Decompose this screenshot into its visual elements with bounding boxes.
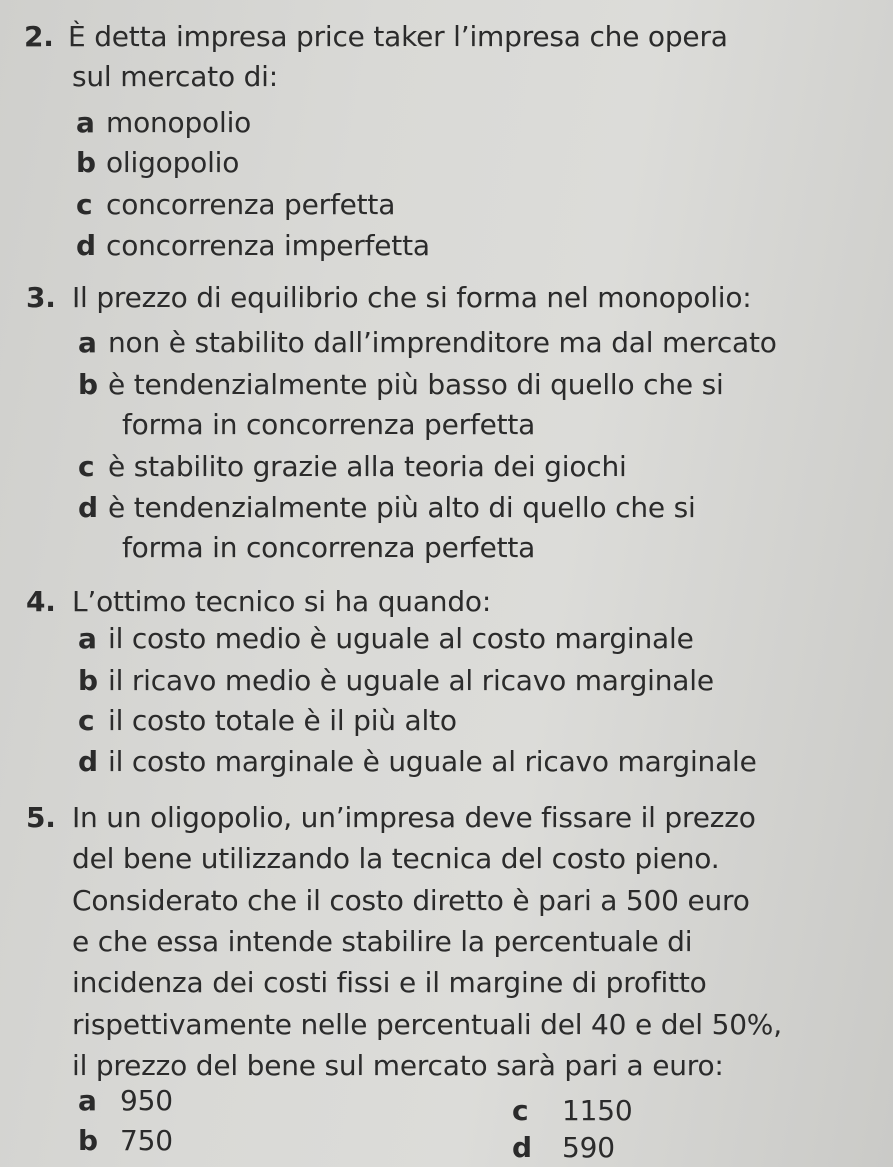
- question-3-text: Il prezzo di equilibrio che si forma nel monopolio:: [72, 281, 752, 314]
- question-5-text-line-4: e che essa intende stabilire la percentuale di: [72, 925, 693, 958]
- question-5-option-b: [78, 1124, 173, 1158]
- option-letter: d: [512, 1131, 532, 1164]
- option-text: il costo medio è uguale al costo marginale: [108, 622, 694, 655]
- option-letter: b: [78, 1124, 98, 1157]
- question-2-option-d: [76, 229, 430, 263]
- option-text: concorrenza imperfetta: [106, 229, 430, 262]
- option-text: è tendenzialmente più alto di quello che si: [108, 491, 696, 524]
- option-letter: d: [76, 229, 96, 262]
- question-5-option-d: [512, 1131, 615, 1165]
- option-letter: d: [78, 491, 98, 524]
- option-text: il costo totale è il più alto: [108, 704, 457, 737]
- option-text: è stabilito grazie alla teoria dei giochi: [108, 450, 627, 483]
- option-text: 750: [120, 1124, 173, 1157]
- option-letter: a: [78, 326, 97, 359]
- option-text: concorrenza perfetta: [106, 188, 396, 221]
- option-letter: b: [78, 664, 98, 697]
- question-3-number: 3.: [26, 281, 56, 314]
- question-5-line-1: [26, 801, 756, 835]
- question-2-number: 2.: [24, 20, 54, 53]
- option-text: è tendenzialmente più basso di quello che si: [108, 368, 724, 401]
- question-4-text: L’ottimo tecnico si ha quando:: [72, 585, 492, 618]
- question-3-line-1: [26, 281, 752, 315]
- question-3-option-b-cont: forma in concorrenza perfetta: [122, 408, 536, 441]
- question-3-option-c: [78, 450, 627, 484]
- option-letter: b: [76, 146, 96, 179]
- question-2-line-1: [24, 20, 728, 54]
- option-text: oligopolio: [106, 146, 240, 179]
- question-5-text-line-3: Considerato che il costo diretto è pari a 500 euro: [72, 884, 750, 917]
- option-text: il costo marginale è uguale al ricavo marginale: [108, 745, 757, 778]
- option-text: 1150: [562, 1094, 633, 1127]
- question-4-line-1: [26, 585, 491, 619]
- option-text: 950: [120, 1084, 173, 1117]
- question-3-option-d: [78, 491, 696, 525]
- option-text: monopolio: [106, 106, 252, 139]
- option-letter: c: [512, 1094, 529, 1127]
- question-5-option-a: [78, 1084, 173, 1118]
- question-2-text-cont: sul mercato di:: [72, 60, 278, 93]
- question-4-option-a: [78, 622, 694, 656]
- option-letter: a: [78, 1084, 97, 1117]
- question-2-option-c: [76, 188, 395, 222]
- question-5-number: 5.: [26, 801, 56, 834]
- option-letter: b: [78, 368, 98, 401]
- option-text: 590: [562, 1131, 615, 1164]
- question-2-option-a: [76, 106, 251, 140]
- option-letter: c: [78, 450, 95, 483]
- question-4-option-b: [78, 664, 714, 698]
- question-5-text-line-6: rispettivamente nelle percentuali del 40 e del 50%,: [72, 1008, 782, 1041]
- question-5-text: In un oligopolio, un’impresa deve fissare il prezzo: [72, 801, 756, 834]
- option-letter: a: [78, 622, 97, 655]
- option-letter: d: [78, 745, 98, 778]
- option-text: il ricavo medio è uguale al ricavo marginale: [108, 664, 714, 697]
- option-letter: c: [76, 188, 93, 221]
- question-2-option-b: [76, 146, 239, 180]
- question-3-option-d-cont: forma in concorrenza perfetta: [122, 531, 536, 564]
- question-3-option-a: [78, 326, 777, 360]
- question-5-text-line-7: il prezzo del bene sul mercato sarà pari a euro:: [72, 1049, 724, 1082]
- option-text: non è stabilito dall’imprenditore ma dal mercato: [108, 326, 777, 359]
- question-4-option-c: [78, 704, 457, 738]
- question-5-text-line-5: incidenza dei costi fissi e il margine di profitto: [72, 966, 707, 999]
- question-3-option-b: [78, 368, 724, 402]
- option-letter: c: [78, 704, 95, 737]
- question-5-option-c: [512, 1094, 632, 1128]
- question-2-text: È detta impresa price taker l’impresa che opera: [68, 20, 728, 53]
- option-letter: a: [76, 106, 95, 139]
- question-4-number: 4.: [26, 585, 56, 618]
- question-5-text-line-2: del bene utilizzando la tecnica del costo pieno.: [72, 842, 720, 875]
- question-4-option-d: [78, 745, 757, 779]
